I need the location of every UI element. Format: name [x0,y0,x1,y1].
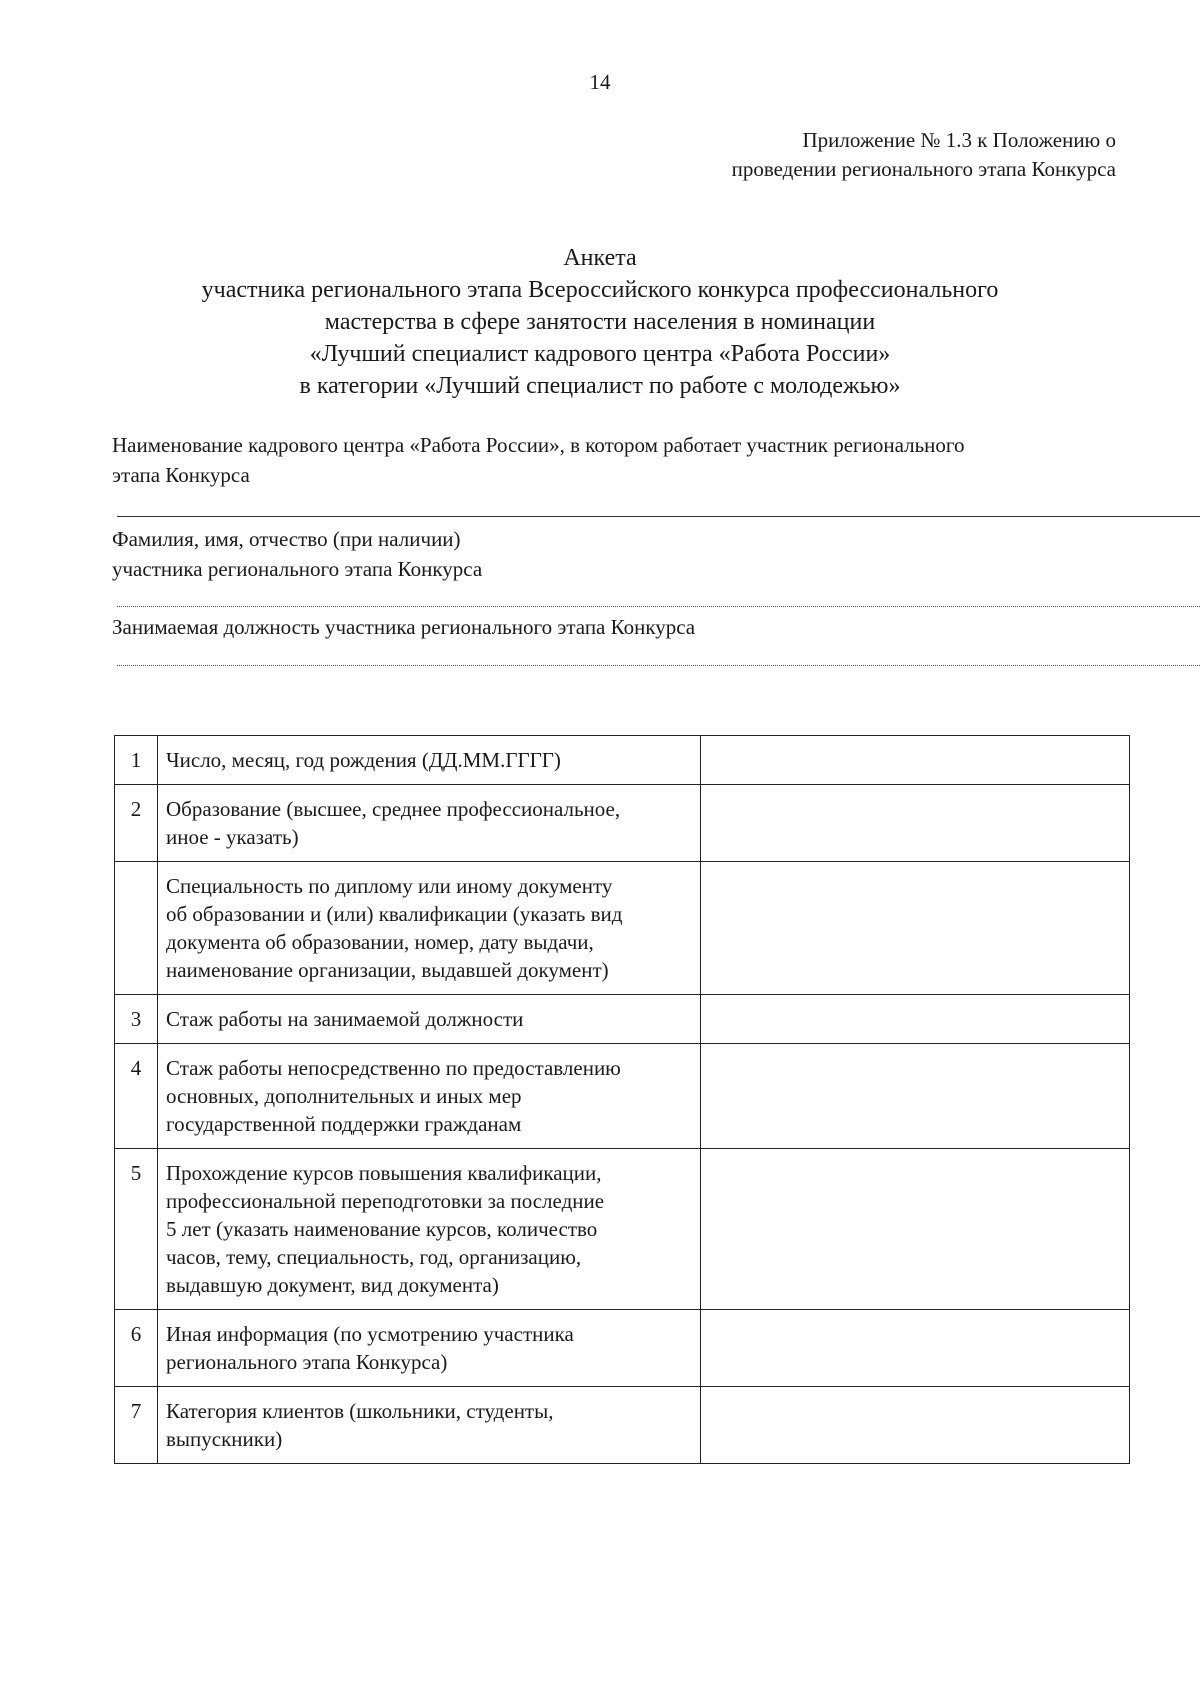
question-line: основных, дополнительных и иных мер [166,1084,522,1108]
question-cell [158,862,701,995]
question-line: выпускники) [166,1427,283,1451]
question-line: Число, месяц, год рождения (ДД.ММ.ГГГГ) [166,748,561,772]
table-row [115,736,1130,785]
question-line: 5 лет (указать наименование курсов, количество [166,1217,598,1241]
row-number: 5 [115,1149,158,1310]
answer-cell[interactable] [701,785,1130,862]
row-number: 4 [115,1044,158,1149]
appendix-line: Приложение № 1.3 к Положению о [802,128,1116,152]
question-line: государственной поддержки гражданам [166,1112,522,1136]
question-line: Иная информация (по усмотрению участника [166,1322,574,1346]
row-number: 7 [115,1387,158,1464]
center-name-fill-line[interactable] [117,516,1200,517]
label-line: участника регионального этапа Конкурса [112,557,483,581]
question-line: иное - указать) [166,825,299,849]
title-line: «Лучший специалист кадрового центра «Работа России» [309,341,891,367]
answer-cell[interactable] [701,995,1130,1044]
row-number: 2 [115,785,158,862]
title-line: участника регионального этапа Всероссийского конкурса профессионального [201,277,999,303]
title-line: Анкета [563,245,637,271]
answer-cell[interactable] [701,862,1130,995]
question-cell [158,785,701,862]
question-line: Стаж работы на занимаемой должности [166,1007,524,1031]
row-number: 6 [115,1310,158,1387]
question-line: Прохождение курсов повышения квалификации, [166,1161,602,1185]
question-cell [158,1044,701,1149]
question-line: выдавшую документ, вид документа) [166,1273,499,1297]
table-row [115,995,1130,1044]
answer-cell[interactable] [701,1387,1130,1464]
participant-name-fill-line[interactable] [117,606,1200,607]
question-cell [158,1149,701,1310]
question-line: Образование (высшее, среднее профессиональное, [166,797,621,821]
position-fill-line[interactable] [117,665,1200,666]
questionnaire-table [114,735,1130,1464]
table-row [115,1149,1130,1310]
answer-cell[interactable] [701,1310,1130,1387]
question-line: Стаж работы непосредственно по предоставлению [166,1056,621,1080]
answer-cell[interactable] [701,1044,1130,1149]
row-number [115,862,158,995]
title-line: в категории «Лучший специалист по работе с молодежью» [299,373,901,399]
question-cell [158,736,701,785]
table-row [115,1310,1130,1387]
question-line: регионального этапа Конкурса) [166,1350,448,1374]
label-line: этапа Конкурса [112,463,250,487]
question-line: наименование организации, выдавшей документ) [166,958,609,982]
position-label: Занимаемая должность участника регионального этапа Конкурса [112,615,696,639]
appendix-reference [732,126,1116,184]
participant-name-label [112,524,482,584]
center-name-label [112,430,965,490]
question-line: профессиональной переподготовки за последние [166,1189,605,1213]
question-cell [158,1310,701,1387]
form-title [0,242,1200,402]
appendix-line: проведении регионального этапа Конкурса [731,157,1116,181]
label-line: Наименование кадрового центра «Работа России», в котором работает участник регионального [112,433,965,457]
question-line: часов, тему, специальность, год, организацию, [166,1245,582,1269]
page-number: 14 [589,70,611,94]
question-line: Категория клиентов (школьники, студенты, [166,1399,554,1423]
row-number: 1 [115,736,158,785]
title-line: мастерства в сфере занятости населения в номинации [324,309,876,335]
row-number: 3 [115,995,158,1044]
question-line: об образовании и (или) квалификации (указать вид [166,902,623,926]
answer-cell[interactable] [701,1149,1130,1310]
answer-cell[interactable] [701,736,1130,785]
question-line: документа об образовании, номер, дату выдачи, [166,930,594,954]
question-line: Специальность по диплому или иному документу [166,874,613,898]
table-row [115,1044,1130,1149]
question-cell [158,1387,701,1464]
table-row [115,862,1130,995]
table-row [115,1387,1130,1464]
table-row [115,785,1130,862]
question-cell [158,995,701,1044]
label-line: Фамилия, имя, отчество (при наличии) [112,527,461,551]
